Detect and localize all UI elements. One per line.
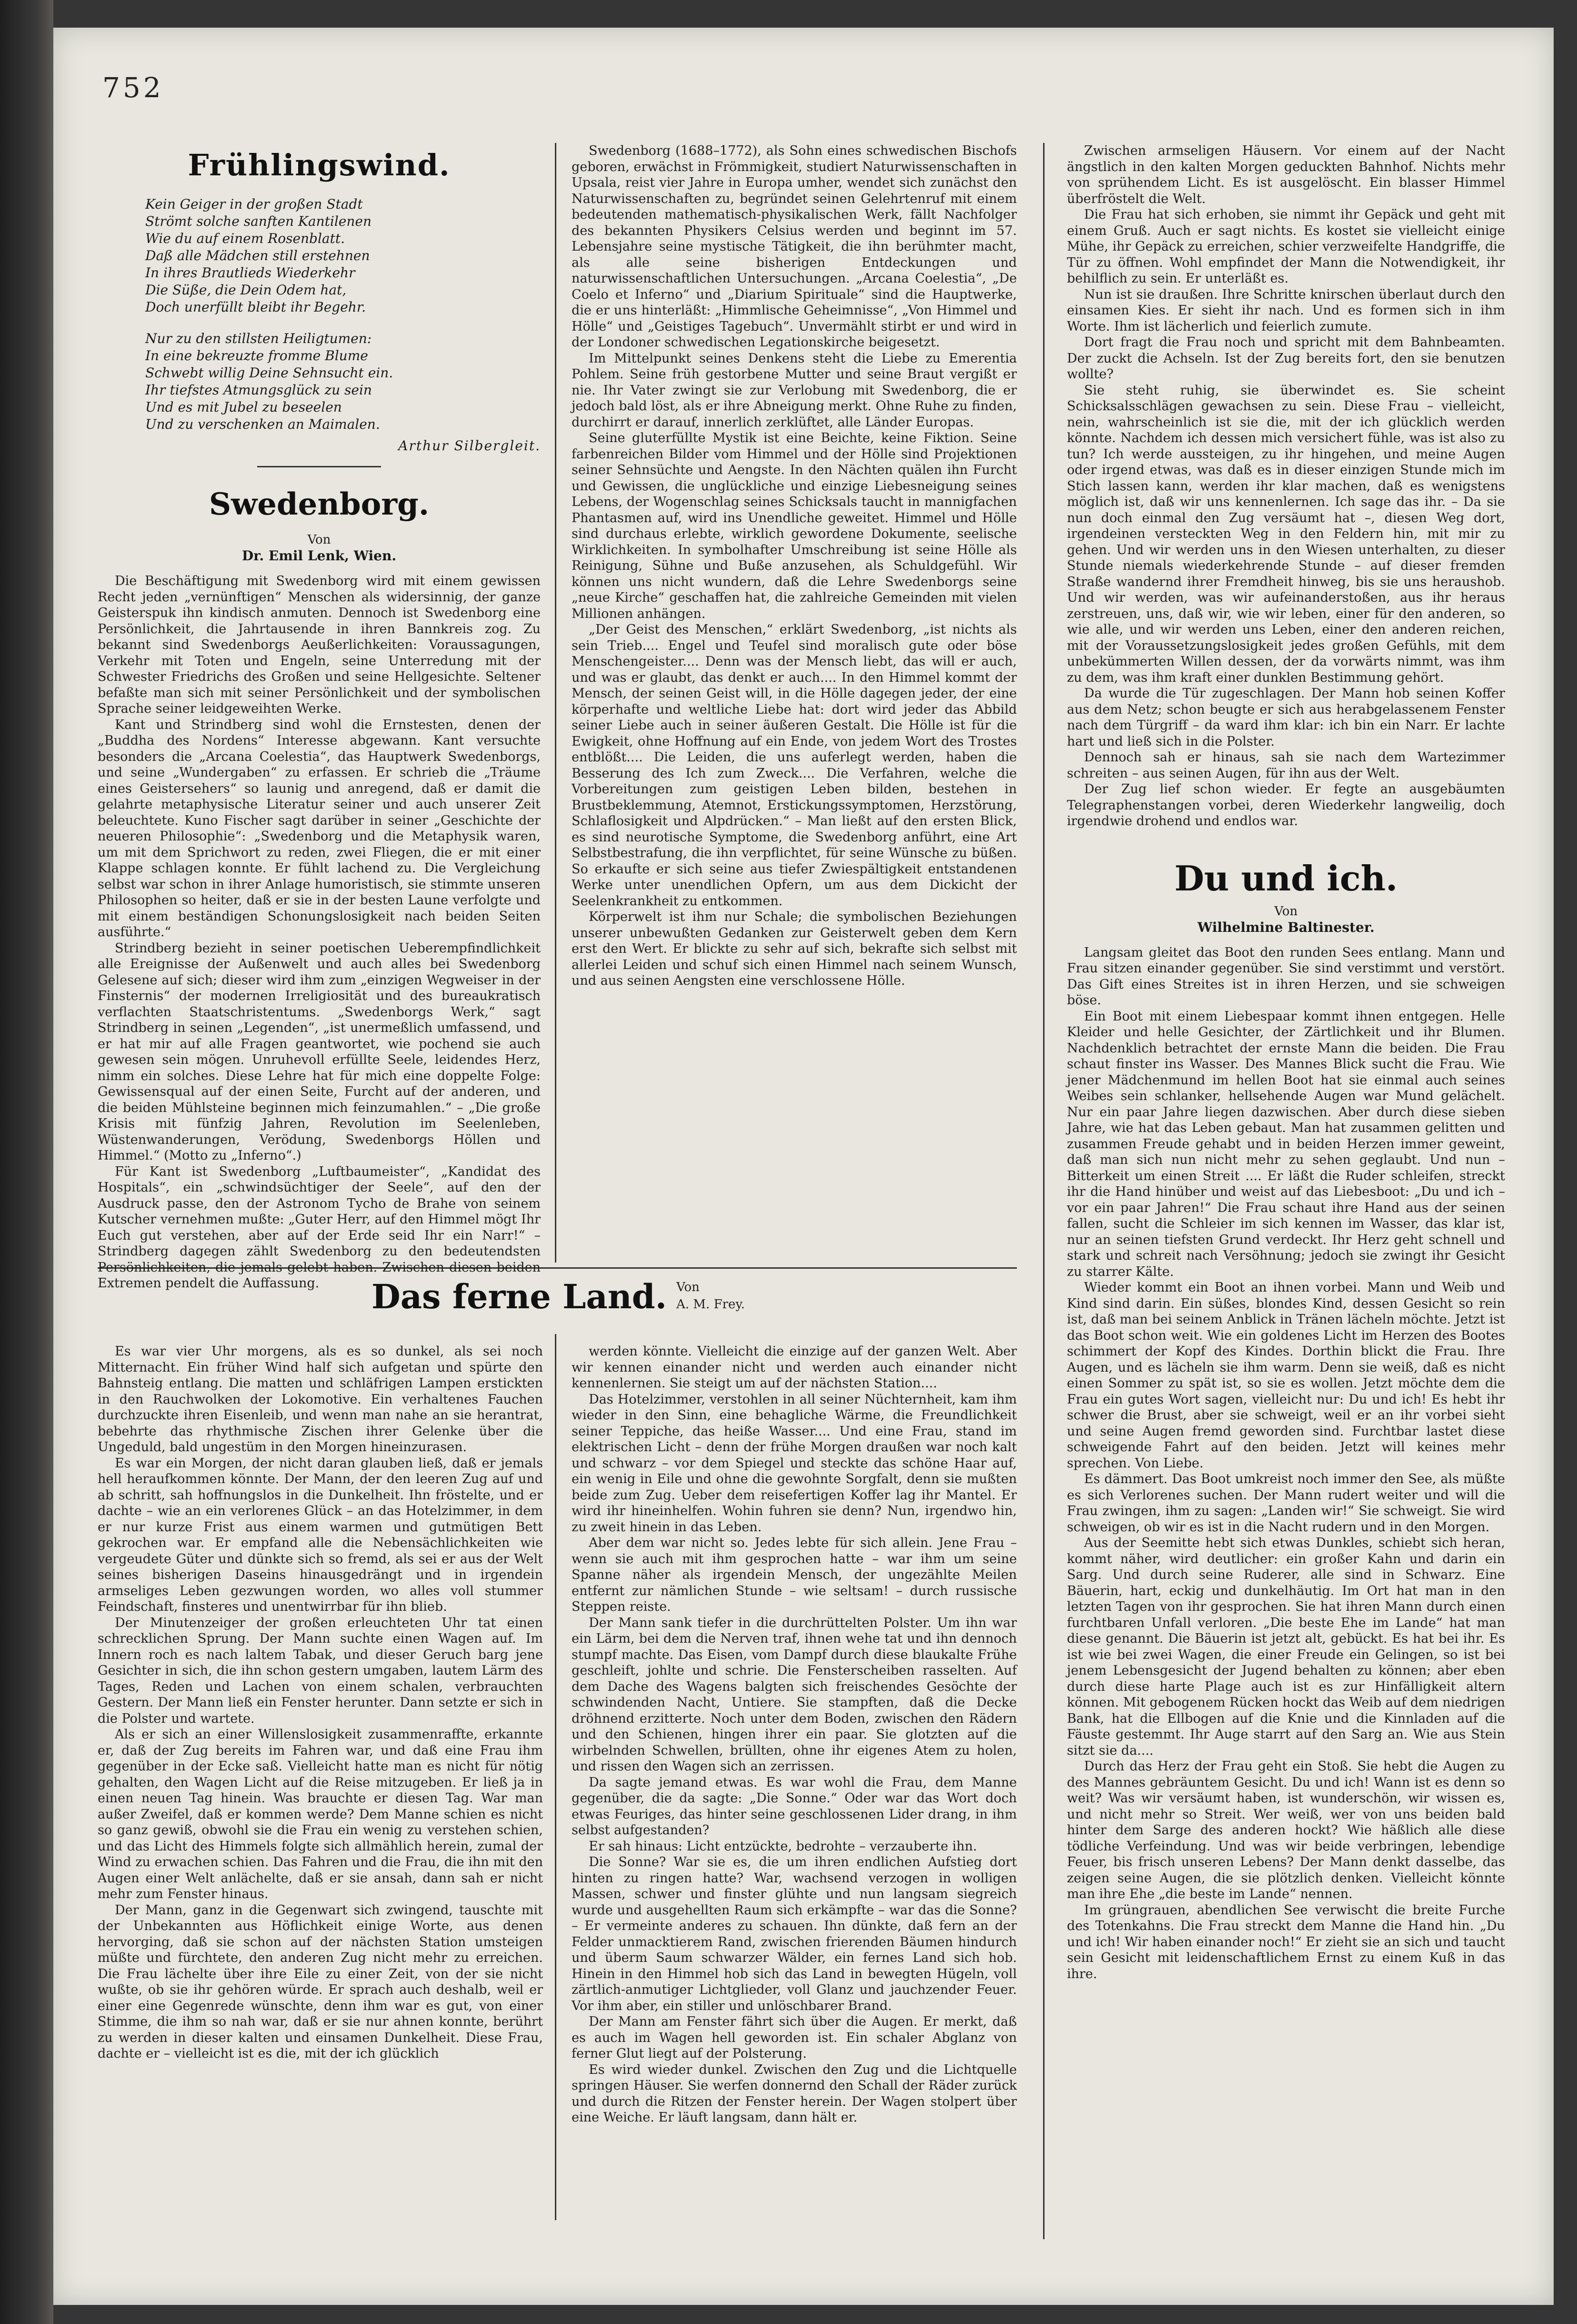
- paragraph: Als er sich an einer Willenslosigkeit zusammenraffte, erkannte er, daß der Zug bereits im Fahren war, und daß eine Frau ihm gegenüber in der Ecke saß. Vielleicht hatte man es nicht für nötig gehalten, den Wagen Licht auf die Reise mitzugeben. Er ließ ja in einen neuen Tag hinein. Was brauchte er diesen Tag. War man außer Zweifel, daß er kommen werde? Dem Manne schien es nicht so ganz gewiß, obwohl sie die Frau ein wenig zu verstehen schien, und das Licht des Himmels folgte sich allmählich herein, zumal der Wind zu erwachen schien. Das Fahren und die Frau, die ihn mit den Augen einer Welt anlächelte, daß er sie ansah, dann sah er nicht mehr zum Fenster hinaus.: [98, 1727, 543, 1901]
- poem-title: Frühlingswind.: [188, 148, 451, 182]
- paragraph: Dennoch sah er hinaus, sah sie nach dem Wartezimmer schreiten – aus seinen Augen, für ihn aus der Welt.: [1067, 750, 1505, 781]
- paragraph: Es war vier Uhr morgens, als es so dunkel, als sei noch Mitternacht. Ein früher Wind half sich aufgetan und spürte den Bahnsteig entlang. Die matten und schläfrigen Lampen erstickten in den Rauchwolken der Lokomotive. Ein verhaltenes Fauchen durchzuckte ihren Eisenleib, und wenn man nahe an sie herantrat, bebehrte das rhythmische Zischen ihrer Gelenke über die Ungeduld, bald ungestüm in den Morgen hineinzurasen.: [98, 1344, 543, 1455]
- column-rule-2: [1043, 143, 1045, 2239]
- story-byline: [676, 1279, 745, 1313]
- paragraph: Strindberg bezieht in seiner poetischen Ueberempfindlichkeit alle Ereignisse der Außenwelt und auch alles bei Swedenborg Gelesene auf sich; dieser wird ihm zum „einzigen Wegweiser in der Finsternis“ der modernen Irreligiosität und des bureaukratisch verflachten Staatschristentums. „Swedenborgs Werk,“ sagt Strindberg in seinen „Legenden“, „ist unermeßlich umfassend, und er hat mir auf alle Fragen geantwortet, wie pochend sie auch gewesen sein mögen. Unruhevoll erfüllte Seele, leidendes Herz, nimm ein solches. Diese Lehre hat für mich eine doppelte Folge: Gewissensqual auf der einen Seite, Furcht auf der anderen, und die beiden Mühlsteine beginnen mich feinzumahlen.“ – „Die große Krisis mit fünfzig Jahren, Revolution im Seelenleben, Wüstenwanderungen, Verödung, Swedenborgs Höllen und Himmel.“ (Motto zu „Inferno“.): [98, 940, 541, 1163]
- poem-author: Arthur Silbergleit.: [398, 438, 541, 454]
- paragraph: Im grüngrauen, abendlichen See verwischt die breite Furche des Totenkahns. Die Frau streckt dem Manne die Hand hin. „Du und ich! Wir haben einander noch!“ Er zieht sie an sich und taucht sein Gesicht mit leidenschaftlichem Ernst zu einem Kuß in das ihre.: [1067, 1902, 1505, 1981]
- paragraph: Seine gluterfüllte Mystik ist eine Beichte, keine Fiktion. Seine farbenreichen Bilder vom Himmel und der Hölle sind Projektionen seiner Sehnsüchte und Aengste. In den Nächten quälen ihn Furcht und Gewissen, die unglückliche und einzige Liebesneigung seines Lebens, der Wogenschlag seines Schicksals taucht in mannigfachen Phantasmen auf, wird ins Unendliche geweitet. Himmel und Hölle sind durchaus erlebte, wirklich gewordene Dokumente, seelische Wirklichkeiten. In symbolhafter Umschreibung ist seine Hölle als Reinigung, Sühne und Buße anzusehen, als Schuldgefühl. Wir können uns nicht wundern, daß die Lehre Swedenborgs seine „neue Kirche“ geschaffen hat, die zahlreiche Gemeinden mit vielen Millionen anhängen.: [572, 431, 1017, 621]
- paragraph: Er sah hinaus: Licht entzückte, bedrohte – verzauberte ihn.: [589, 1839, 977, 1854]
- story-column-2: [572, 1344, 1017, 2126]
- paragraph: Der Mann am Fenster fährt sich über die Augen. Er merkt, daß es auch im Wagen hell geworden ist. Ein schaler Abglanz von ferner Glut liegt auf der Polsterung.: [572, 2014, 1017, 2061]
- book-binding-shadow: [0, 0, 53, 2324]
- paragraph: Es war ein Morgen, der nicht daran glauben ließ, daß er jemals hell heraufkommen könnte. Der Mann, der den leeren Zug auf und ab schritt, sah hoffnungslos in die Dunkelheit. Ihn fröstelte, und er dachte – wie an ein verlorenes Glück – an das Hotelzimmer, in dem er nur kurze Frist aus einem warmen und gutmütigen Bett gekrochen war. Er empfand alle die Nebensächlichkeiten wie vergeudete Güter und dünkte sich so fremd, als sei er aus der Welt seines bisherigen Daseins hinausgedrängt und in irgendein armseliges Leben gezwungen worden, wo alles voll stummer Feindschaft, finsteres und unentwirrbar für ihn blieb.: [98, 1455, 543, 1614]
- poem-stanza-1: [98, 196, 541, 316]
- paragraph: Langsam gleitet das Boot den runden Sees entlang. Mann und Frau sitzen einander gegenüber. Sie sind verstimmt und verstört. Das Gift eines Streites ist in ihren Herzen, und sie schweigen böse.: [1067, 945, 1505, 1008]
- byline-label: Von: [1274, 904, 1298, 919]
- poem-stanza-2: [98, 330, 541, 433]
- poem-line: Daß alle Mädchen still erstehnen: [145, 248, 370, 263]
- paragraph: Die Frau hat sich erhoben, sie nimmt ihr Gepäck und geht mit einem Gruß. Auch er sagt nichts. Es kostet sie vielleicht einige Mühe, ihr Gepäck zu erreichen, schier verzweifelte Handgriffe, die Tür zu öffnen. Wohl empfindet der Mann die Notwendigkeit, ihr behilflich zu sein. Er unterläßt es.: [1067, 207, 1505, 286]
- byline-author: Wilhelmine Baltinester.: [1197, 919, 1375, 935]
- paragraph: Das Hotelzimmer, verstohlen in all seiner Nüchternheit, kam ihm wieder in den Sinn, eine behagliche Wärme, die Freundlichkeit seiner Teppiche, das heiße Wasser.... Und eine Frau, stand im elektrischen Licht – denn der frühe Morgen draußen war noch kalt und schwarz – vor dem Spiegel und steckte das schöne Haar auf, ein wenig in Eile und ohne die gewohnte Sorgfalt, denn sie mußten beide zum Zug. Ueber dem reisefertigen Koffer lag ihr Mantel. Er wird ihr hineinhelfen. Wohin fuhren sie denn? Nun, irgendwo hin, zu zweit hinein in das Leben.: [572, 1392, 1017, 1535]
- paragraph: Zwischen armseligen Häusern. Vor einem auf der Nacht ängstlich in den kalten Morgen geduckten Bahnhof. Nichts mehr von sprühendem Licht. Es ist ausgelöscht. Ein blasser Himmel überfröstelt die Welt.: [1067, 143, 1505, 206]
- column-rule-3: [555, 1334, 556, 2220]
- paragraph: Es wird wieder dunkel. Zwischen den Zug und die Lichtquelle springen Häuser. Sie werfen donnernd den Schall der Räder zurück und durch die Ritzen der Fenster herein. Der Wagen stolpert über eine Weiche. Er läuft langsam, dann hält er.: [572, 2062, 1017, 2125]
- poem-line: Die Süße, die Dein Odem hat,: [145, 282, 347, 298]
- byline-label: Von: [676, 1280, 700, 1294]
- poem-line: Und zu verschenken an Maimalen.: [145, 416, 380, 432]
- paragraph: Im Mittelpunkt seines Denkens steht die Liebe zu Emerentia Pohlem. Seine früh gestorbene Mutter und seine Braut vergißt er nie. Ihr Vater zwingt sie zur Verlobung mit Swedenborg, die er jedoch bald löst, als er ihre Abneigung merkt. Ohne Ruhe zu finden, durchirrt er darauf, innerlich zerklüftet, alle Länder Europas.: [572, 351, 1017, 430]
- paragraph: Der Mann, ganz in die Gegenwart sich zwingend, tauschte mit der Unbekannten aus Höflichkeit einige Worte, aus denen hervorging, daß sie schon auf der nächsten Station umsteigen müßte und fürchtete, den anderen Zug nicht mehr zu erreichen. Die Frau lächelte über ihre Eile zu einer Zeit, von der sie nicht wußte, ob sie ihr gehören würde. Er sprach auch deshalb, weil er einer eine Gegenrede wünschte, denn ihm war es gut, von einer Stimme, die ihm so nah war, daß er sie nur ahnen konnte, berührt zu werden in dieser kalten und einsamen Dunkelheit. Diese Frau, dachte er – vielleicht ist es die, mit der ich glücklich: [98, 1902, 543, 2061]
- poem-line: In eine bekreuzte fromme Blume: [145, 348, 368, 364]
- paragraph: Durch das Herz der Frau geht ein Stoß. Sie hebt die Augen zu des Mannes gebräuntem Gesicht. Du und ich! Wann ist es denn so weit? Was wir versäumt haben, ist wunderschön, wir wissen es, und nicht mehr so Streit. Wer weiß, wer von uns beiden bald hinter dem Sarge des anderen hockt? Wie häßlich alle diese tödliche Verfeindung. Und was wir beide verbringen, lebendige Feuer, bis frisch unseren Lebens? Der Mann denkt dasselbe, das zeigen seine Augen, die sie plötzlich denken. Vielleicht könnte man ihre Ehe „die beste im Lande“ nennen.: [1067, 1759, 1505, 1901]
- paragraph: Der Minutenzeiger der großen erleuchteten Uhr tat einen schrecklichen Sprung. Der Mann suchte einen Wagen auf. Im Innern roch es nach laltem Tabak, und dieser Geruch barg jene Gesichter in sich, die ihn schon gestern umgaben, lautem Lärm des Tages, Reden und Lachen von einem schalen, verbrauchten Gestern. Der Mann ließ ein Fenster herunter. Dann setzte er sich in die Polster und wartete.: [98, 1615, 543, 1726]
- page-number: 752: [102, 71, 164, 104]
- poem-line: Kein Geiger in der großen Stadt: [145, 196, 363, 212]
- story-column-1: [98, 1344, 543, 2062]
- paragraph: Ein Boot mit einem Liebespaar kommt ihnen entgegen. Helle Kleider und helle Gesichter, der Zärtlichkeit und ihr Blumen. Nachdenklich betrachtet der ernste Mann die beiden. Die Frau schaut finster ins Wasser. Des Mannes Blick sucht die Frau. Wie jener Mädchenmund im hellen Boot hat sie einmal auch seines Weibes sein schlanker, hellsehende Augen war Mund gelächelt. Nur ein paar Jahre liegen dazwischen. Aber durch diese sieben Jahre, wie hat das Leben gebaut. Man hat zusammen gelitten und zusammen Freude gehabt und in beiden Herzen immer geweint, daß man sich nun nicht mehr zu sehen geglaubt. Und nun – Bitterkeit um einen Streit .... Er läßt die Ruder schleifen, streckt ihr die Hand hinüber und weist auf das Liebesboot: „Du und ich – vor ein paar Jahren!“ Die Frau schaut ihre Hand aus der seinen fallen, sucht die Schleier im sich kennen im Wasser, das klar ist, nur an seinen tiefsten Grund verdeckt. Ihr Herz geht schnell und stark und schreit nach Versöhnung; jedoch sie zwingt ihr Gesicht zu starrer Kälte.: [1067, 1009, 1505, 1279]
- poem-gap: [98, 316, 541, 330]
- paragraph: Körperwelt ist ihm nur Schale; die symbolischen Beziehungen unserer unbewußten Gedanken zur Geisterwelt geben dem Kern erst den Wert. Er blickte zu sehr auf sich, bekrafte sich selbst mit allerlei Leiden und schuf sich einen Himmel nach seinem Wunsch, und aus seinen Aengsten eine verschlossene Hölle.: [572, 909, 1017, 988]
- story-title: Du und ich.: [1174, 858, 1398, 899]
- byline-author: Dr. Emil Lenk, Wien.: [241, 548, 397, 564]
- paragraph: Der Mann sank tiefer in die durchrüttelten Polster. Um ihn war ein Lärm, bei dem die Nerven traf, ihnen wehe tat und ihn dennoch stumpf machte. Das Eisen, vom Dampf durch diese blaukalte Frühe geschleift, johlte und schrie. Die Fensterscheiben rasselten. Auf dem Dache des Wagens balgten sich freischendes Gesöchte der schwindenden Nacht, Untiere. Sie stampften, daß die Decke dröhnend erzitterte. Noch unter dem Boden, zwischen den Rädern und den Schienen, hingen ihrer ein paar. Sie glotzten auf die wirbelnden Schwellen, brüllten, ohne ihr eigenes Atem zu holen, und rissen den Wagen sich an zerrissen.: [572, 1615, 1017, 1774]
- story-header: [372, 1272, 895, 1334]
- poem-line: Und es mit Jubel zu beseelen: [145, 399, 342, 415]
- paragraph: Sie steht ruhig, sie überwindet es. Sie scheint Schicksalsschlägen gewachsen zu sein. Diese Frau – vielleicht, nein, wahrscheinlich ist sie die, mit der ich glücklich werden könnte. Nachdem ich dessen mich versichert fühle, was ist also zu tun? Ich werde aussteigen, zu ihr hingehen, und meine Augen oder irgend etwas, was daß es in dieser einzigen Stunde mich im Stich lassen kann, werden ihr klar machen, daß es wenigstens möglich ist, daß wir uns kennenlernen. Ich sage das ihr. – Da sie nun doch einmal den Zug versäumt hat –, diesen Weg dort, irgendeinen versteckten Weg in den Feldern hin, mit mir zu gehen. Und wir werden uns in den Wiesen unterhalten, zu dieser Stunde niemals wiederkehrende Stunde – auf dieser fremden Straße wandernd ihrer Fremdheit hinweg, bis sie uns heraushob. Und wir werden, was wir aufeinanderstoßen, aus ihr heraus zerstreuen, uns, daß wir, wie wir leben, einer für den anderen, so wie alle, und wir werden uns Leben, einer den anderen reichen, mit der Voraussetzungslosigkeit jedes großen Gefühls, mit dem unbekümmerten Willen dessen, der da vorwärts nimmt, was ihm zu dem, was ihm kraft einer dunklen Bestimmung gehört.: [1067, 383, 1505, 685]
- paragraph: Wieder kommt ein Boot an ihnen vorbei. Mann und Weib und Kind sind darin. Ein süßes, blondes Kind, dessen Gesicht so rein ist, daß man bei seinem Anblick in Tränen lächeln möchte. Jetzt ist das Boot schon weit. Wie ein goldenes Licht im Herzen des Bootes schimmert der Kopf des Kindes. Dorthin blickt die Frau. Ihre Augen, und es lächeln sie ihm warm. Denn sie weiß, daß es nicht einen Sommer zu spät ist, so sie es wollen. Jetzt möchte dem die Frau ein gutes Wort sagen, vielleicht nur: Du und ich! Es hebt ihr schwer die Brust, aber sie schweigt, weil er an ihr vorbei sieht und seine Augen fremd geworden sind. Furchtbar lastet diese schweigende Fahrt auf den beiden. Jetzt will keines mehr sprechen. Von Liebe.: [1067, 1280, 1505, 1471]
- paragraph: Die Sonne? War sie es, die um ihren endlichen Aufstieg dort hinten zu ringen hatte? War, wachsend verzogen in wolligen Massen, schwer und finster glühte und nun langsam siegreich wurde und ausgehellten Raum sich erkämpfte – war das die Sonne? – Er vermeinte anderes zu schauen. Ihn dünkte, daß fern an der Felder unmacktierem Rand, zwischen frierenden Bäumen hindurch und überm Saum schwarzer Wälder, ein fernes Land sich hob. Hinein in den Himmel hob sich das Land in bewegten Hügeln, voll zärtlich-anmutiger Lichtglieder, voll Glanz und jauchzender Feuer. Vor ihm aber, ein stiller und unlöschbarer Brand.: [572, 1855, 1017, 2013]
- column-right: [1067, 143, 1505, 1982]
- byline-author: A. M. Frey.: [676, 1297, 745, 1312]
- poem-line: Strömt solche sanften Kantilenen: [145, 213, 372, 229]
- paragraph: Aber dem war nicht so. Jedes lebte für sich allein. Jene Frau – wenn sie auch mit ihm gesprochen hatte – war ihm um seine Spanne näher als irgendein Mensch, der ungezählte Meilen entfernt zur nämlichen Stunde – wie seltsam! – durch russische Steppen reiste.: [572, 1536, 1017, 1614]
- paragraph: Die Beschäftigung mit Swedenborg wird mit einem gewissen Recht jeden „vernünftigen“ Menschen als widersinnig, der ganze Geisterspuk ihn kindisch anmuten. Dennoch ist Swedenborg eine Persönlichkeit, die Jahrtausende in ihren Bannkreis zog. Zu bekannt sind Swedenborgs Aeußerlichkeiten: Voraussagungen, Verkehr mit Toten und Engeln, seine Unterredung mit der Schwester Friedrichs des Großen und seine Hellgesichte. Seltener befaßte man sich mit seiner Persönlichkeit und der symbolischen Sprache seiner leidgeweihten Werke.: [98, 574, 541, 716]
- paragraph: Kant und Strindberg sind wohl die Ernstesten, denen der „Buddha des Nordens“ Interesse abgewann. Kant versuchte besonders die „Arcana Coelestia“, das Hauptwerk Swedenborgs, und seine „Wundergaben“ zu erfassen. Er schrieb die „Träume eines Geistersehers“ so launig und anregend, daß er damit die gelahrte metaphysische Literatur seiner und auch unserer Zeit beleuchtete. Kuno Fischer sagt darüber in seiner „Geschichte der neueren Philosophie“: „Swedenborg und die Metaphysik waren, um mit dem Sprichwort zu reden, zwei Fliegen, die er mit einer Klappe schlagen konnte. Er fühlt lachend zu. Die Vergleichung selbst war schon in ihrer Anlage humoristisch, sie stimmte unseren Philosophen so heiter, daß er sie in der besten Laune verfolgte und mit einem beständigen Schonungslosigkeit nach beiden Seiten ausführte.“: [98, 717, 541, 940]
- paragraph: Aus der Seemitte hebt sich etwas Dunkles, schiebt sich heran, kommt näher, wird deutlicher: ein großer Kahn und darin ein Sarg. Und durch seine Ruderer, alle sind in Schwarz. Eine Bäuerin, hart, eckig und dunkelhäutig. Im Ort hat man in den letzten Tagen von ihr gesprochen. Sie hat ihren Mann durch einen furchtbaren Unfall verloren. „Die beste Ehe im Lande“ hat man diese genannt. Die Bäuerin ist jetzt alt, gebückt. Es hat bei ihr. Es ist wie bei zwei Wagen, die einer Freude ein Gelingen, so ist bei jenem Lebensgesicht der Jugend behalten zu können; aber eben durch diese harte Plage auch ist es zur Hinfälligkeit altern können. Mit gebogenem Rücken hockt das Weib auf dem niedrigen Bank, hat die Ellbogen auf die Knie und die Kinnladen auf die Fäuste gestemmt. Ihr Auge starrt auf den Sarg an. Wie aus Stein sitzt sie da....: [1067, 1536, 1505, 1758]
- article-title: Swedenborg.: [209, 486, 430, 522]
- poem-line: Ihr tiefstes Atmungsglück zu sein: [145, 382, 372, 398]
- column-left: [98, 143, 541, 1292]
- paragraph: Nun ist sie draußen. Ihre Schritte knirschen überlaut durch den einsamen Kies. Er sieht ihr nach. Und es formen sich in ihm Worte. Ihm ist lächerlich und feierlich zumute.: [1067, 287, 1505, 334]
- paragraph: werden könnte. Vielleicht die einzige auf der ganzen Welt. Aber wir kennen einander nicht und werden auch einander nicht kennenlernen. Sie steigt um auf der nächsten Station....: [572, 1344, 1017, 1391]
- paragraph: Für Kant ist Swedenborg „Luftbaumeister“, „Kandidat des Hospitals“, ein „schwindsüchtiger der Seele“, auf den der Ausdruck passe, den der Astronom Tycho de Brahe von seinem Kutscher vernehmen mußte: „Guter Herr, auf den Himmel mögt Ihr Euch gut verstehen, aber auf der Erde seid Ihr ein Narr!“ – Strindberg dagegen zählt Swedenborg zu den bedeutendsten Persönlichkeiten, die jemals gelebt haben. Zwischen diesen beiden Extremen pendelt die Auffassung.: [98, 1164, 541, 1291]
- paragraph: Der Zug lief schon wieder. Er fegte an ausgebäumten Telegraphenstangen vorbei, deren Wiederkehr langweilig, doch irgendwie drohend und endlos war.: [1067, 782, 1505, 829]
- poem-line: Wie du auf einem Rosenblatt.: [145, 231, 345, 246]
- poem-line: In ihres Brautlieds Wiederkehr: [145, 265, 355, 281]
- column-middle: [572, 143, 1017, 989]
- paragraph: „Der Geist des Menschen,“ erklärt Swedenborg, „ist nichts als sein Trieb.... Engel und Teufel sind moralisch gute oder böse Menschengeister.... Denn was der Mensch liebt, das will er auch, und was er glaubt, das denkt er auch.... In den Himmel kommt der Mensch, der seinen Geist will, in die Hölle dagegen jeder, der eine körperhafte und weltliche Liebe hat: dort wird jeder das Abbild seiner Liebe auch in seiner äußeren Gestalt. Die Hölle ist für die Ewigkeit, ohne Hoffnung auf ein Ende, von jedem Wort des Trostes entblößt.... Die Leiden, die uns auferlegt werden, haben die Besserung des Ich zum Zweck.... Die Verfahren, welche die Vorbereitungen zum geistigen Leben bilden, bestehen in Brustbeklemmung, Atemnot, Erstickungssymptomen, Herzstörung, Schlaflosigkeit und Alpdrücken.“ – Man ließt auf den ersten Blick, es sind neurotische Symptome, die Swedenborg anführt, eine Art Selbstbestrafung, die ihn verpflichtet, für seine Wünsche zu büßen. So erkaufte er sich seine aus tiefer Zwiespältigkeit entstandenen Werke unter unendlichen Opfern, um aus dem Dickicht der Seelenkrankheit zu entkommen.: [572, 622, 1017, 909]
- paragraph: Da wurde die Tür zugeschlagen. Der Mann hob seinen Koffer aus dem Netz; schon beugte er sich aus herabgelassenem Fenster nach dem Türgriff – da ward ihm klar: ich bin ein Narr. Er lachte hart und ließ sich in die Polster.: [1067, 686, 1505, 749]
- column-rule-1: [555, 143, 556, 1263]
- paragraph: Da sagte jemand etwas. Es war wohl die Frau, dem Manne gegenüber, die da sagte: „Die Sonne.“ Oder war das Wort doch etwas Feuriges, das hinter seine geschlossenen Lider drang, in ihm selbst aufgestanden?: [572, 1775, 1017, 1838]
- byline-label: Von: [307, 533, 331, 547]
- poem-line: Doch unerfüllt bleibt ihr Begehr.: [145, 299, 366, 315]
- story-title: Das ferne Land.: [372, 1277, 667, 1316]
- paragraph: Dort fragt die Frau noch und spricht mit dem Bahnbeamten. Der zuckt die Achseln. Ist der Zug bereits fort, den sie benutzen wollte?: [1067, 335, 1505, 382]
- paragraph: Swedenborg (1688–1772), als Sohn eines schwedischen Bischofs geboren, erwächst in Frömmigkeit, studiert Naturwissenschaften in Upsala, reist vier Jahre in Europa umher, wendet sich zunächst den Naturwissenschaften zu, begründet seinen Gelehrtenruf mit einem bedeutenden mathematisch-physikalischen Werk, fällt Nachfolger des bekannten Physikers Celsius werden und beginnt im 57. Lebensjahre seine mystische Tätigkeit, die ihn berühmter macht, als alle seine bisherigen Entdeckungen und naturwissenschaftlichen Untersuchungen. „Arcana Coelestia“, „De Coelo et Inferno“ und „Diarium Spirituale“ sind die Hauptwerke, die er uns hinterläßt: „Himmlische Geheimnisse“, „Von Himmel und Hölle“ und „Geistiges Tagebuch“. Unvermählt stirbt er und wird in der Londoner schwedischen Legationskirche beigesetzt.: [572, 143, 1017, 350]
- paragraph: Es dämmert. Das Boot umkreist noch immer den See, als müßte es sich Verlorenes suchen. Der Mann rudert weiter und will die Frau zwingen, ihm zu sagen: „Landen wir!“ Sie schweigt. Sie wird schweigen, ob wir es ist in die Nacht rudern und in den Morgen.: [1067, 1472, 1505, 1535]
- poem-line: Schwebt willig Deine Sehnsucht ein.: [145, 365, 393, 381]
- poem-line: Nur zu den stillsten Heiligtumen:: [145, 331, 372, 346]
- separator: [257, 466, 381, 467]
